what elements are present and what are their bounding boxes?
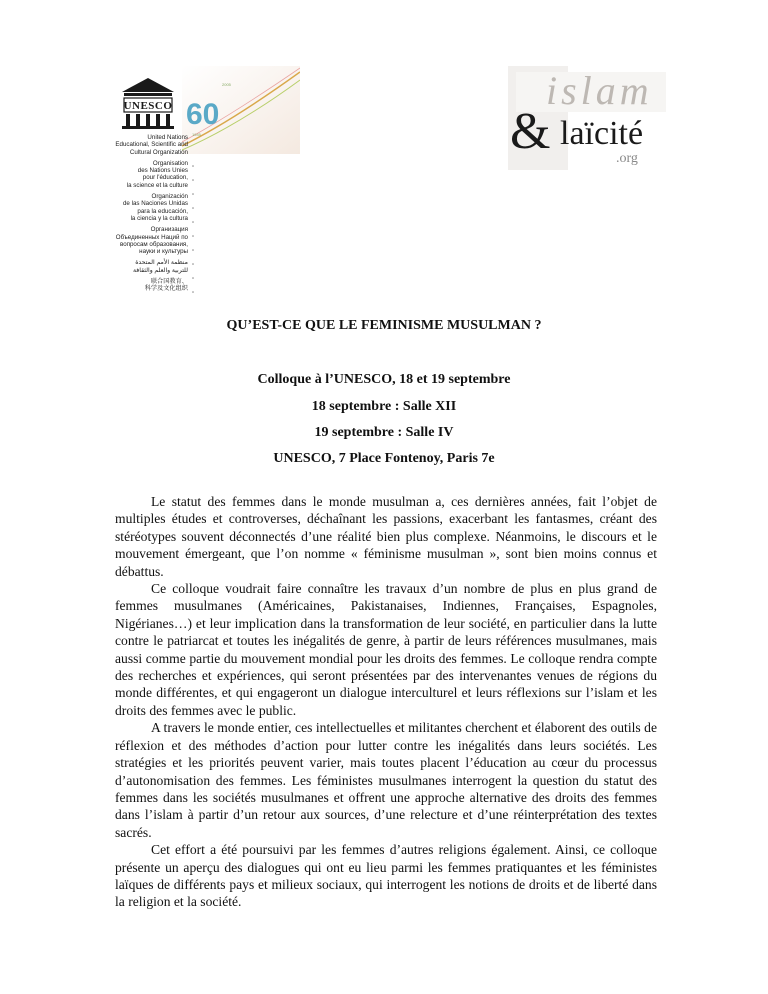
svg-text:laïcité: laïcité (560, 115, 644, 152)
org-name-ar: منظمة الأمم المتحدة للتربية والعلم والثقافة (132, 259, 188, 274)
unesco-temple-icon (118, 76, 178, 130)
paragraph: Cet effort a été poursuivi par les femmes d’autres religions également. Ainsi, ce colloque présente un aperçu des dialogues qui ont eu lieu parmi les femmes pratiquantes et les féministes laïques de différents pays et milieux sociaux, qui interrogent les notions de droits et de liberté dans la religion et la société. (115, 842, 657, 910)
svg-text:60: 60 (186, 98, 220, 131)
unesco-organization-names (112, 134, 188, 297)
islam-laicite-logo (504, 64, 674, 176)
paragraph: Le statut des femmes dans le monde musulman a, ces dernières années, fait l’objet de multiples études et controverses, déchaînant les passions, exacerbant les fantasmes, créant des stéréotypes souvent déconnectés d’une réalité bien plus complexe. Néanmoins, le discours et le mouvement émergeant, que l’on nomme « féminisme musulman », sont bien moins connus et débattus. (115, 494, 657, 579)
unesco-dotted-divider (190, 66, 196, 296)
svg-text:.org: .org (616, 151, 638, 166)
paragraph: A travers le monde entier, ces intellectuelles et militantes cherchent et élaborent des outils de réflexion et des méthodes d’action pour lutter contre les inégalités dans leurs sociétés. Les stratégies et les priorités peuvent varier, mais toutes placent l’éducation au cœur du processus d’autonomisation des femmes. Les féministes musulmanes interrogent la question du statut des femmes dans les sociétés musulmanes et offrent une approche alternative des droits des femmes dans l’islam à partir d’un retour aux sources, d’une relecture et d’une réinterprétation des textes sacrés. (115, 720, 657, 840)
document-body (115, 493, 657, 911)
org-name-zh: 联合国教育、 科学及文化组织 (144, 278, 188, 293)
event-day1: 18 septembre : Salle XII (311, 399, 457, 414)
paragraph: Ce colloque voudrait faire connaître les travaux d’un nombre de plus en plus grand de femmes musulmanes (Américaines, Pakistanaises, Indiennes, Françaises, Espagnoles, Nigérianes…) et leur implication dans la transformation de leur société, en particulier dans la lutte contre le patriarcat et toutes les inégalités de genre, à partir de leurs références musulmanes, mais aussi comme partie du mouvement mondial pour les droits des femmes. Le colloque rendra compte des recherches et expériences, qui seront présentées par des intervenantes venues de régions du monde différentes, et qui engageront un dialogue interculturel et leurs réflexions sur l’islam et les droits des femmes avec le public. (115, 581, 657, 718)
org-name-ru: Организация Объединенных Наций по вопросам образования, науки и культуры (115, 226, 188, 256)
svg-text:2005: 2005 (222, 82, 231, 87)
svg-text:UNESCO: UNESCO (123, 100, 173, 112)
org-name-fr: Organisation des Nations Unies pour l'éducation, la science et la culture (126, 159, 188, 189)
event-title: Colloque à l’UNESCO, 18 et 19 septembre (257, 372, 511, 387)
unesco-60th-anniversary-badge (182, 66, 300, 154)
org-name-es: Organización de las Naciones Unidas para la educación, la ciencia y la cultura (122, 193, 188, 222)
event-address: UNESCO, 7 Place Fontenoy, Paris 7e (273, 451, 495, 466)
unesco-logo (112, 66, 292, 296)
svg-text:&: & (510, 103, 551, 160)
svg-text:islam: islam (546, 68, 653, 113)
org-name-en: United Nations Educational, Scientific and Cultural Organization (115, 134, 188, 156)
event-day2: 19 septembre : Salle IV (314, 425, 454, 440)
svg-text:1945: 1945 (192, 132, 201, 137)
page-title: QU’EST-CE QUE LE FEMINISME MUSULMAN ? (226, 318, 542, 333)
